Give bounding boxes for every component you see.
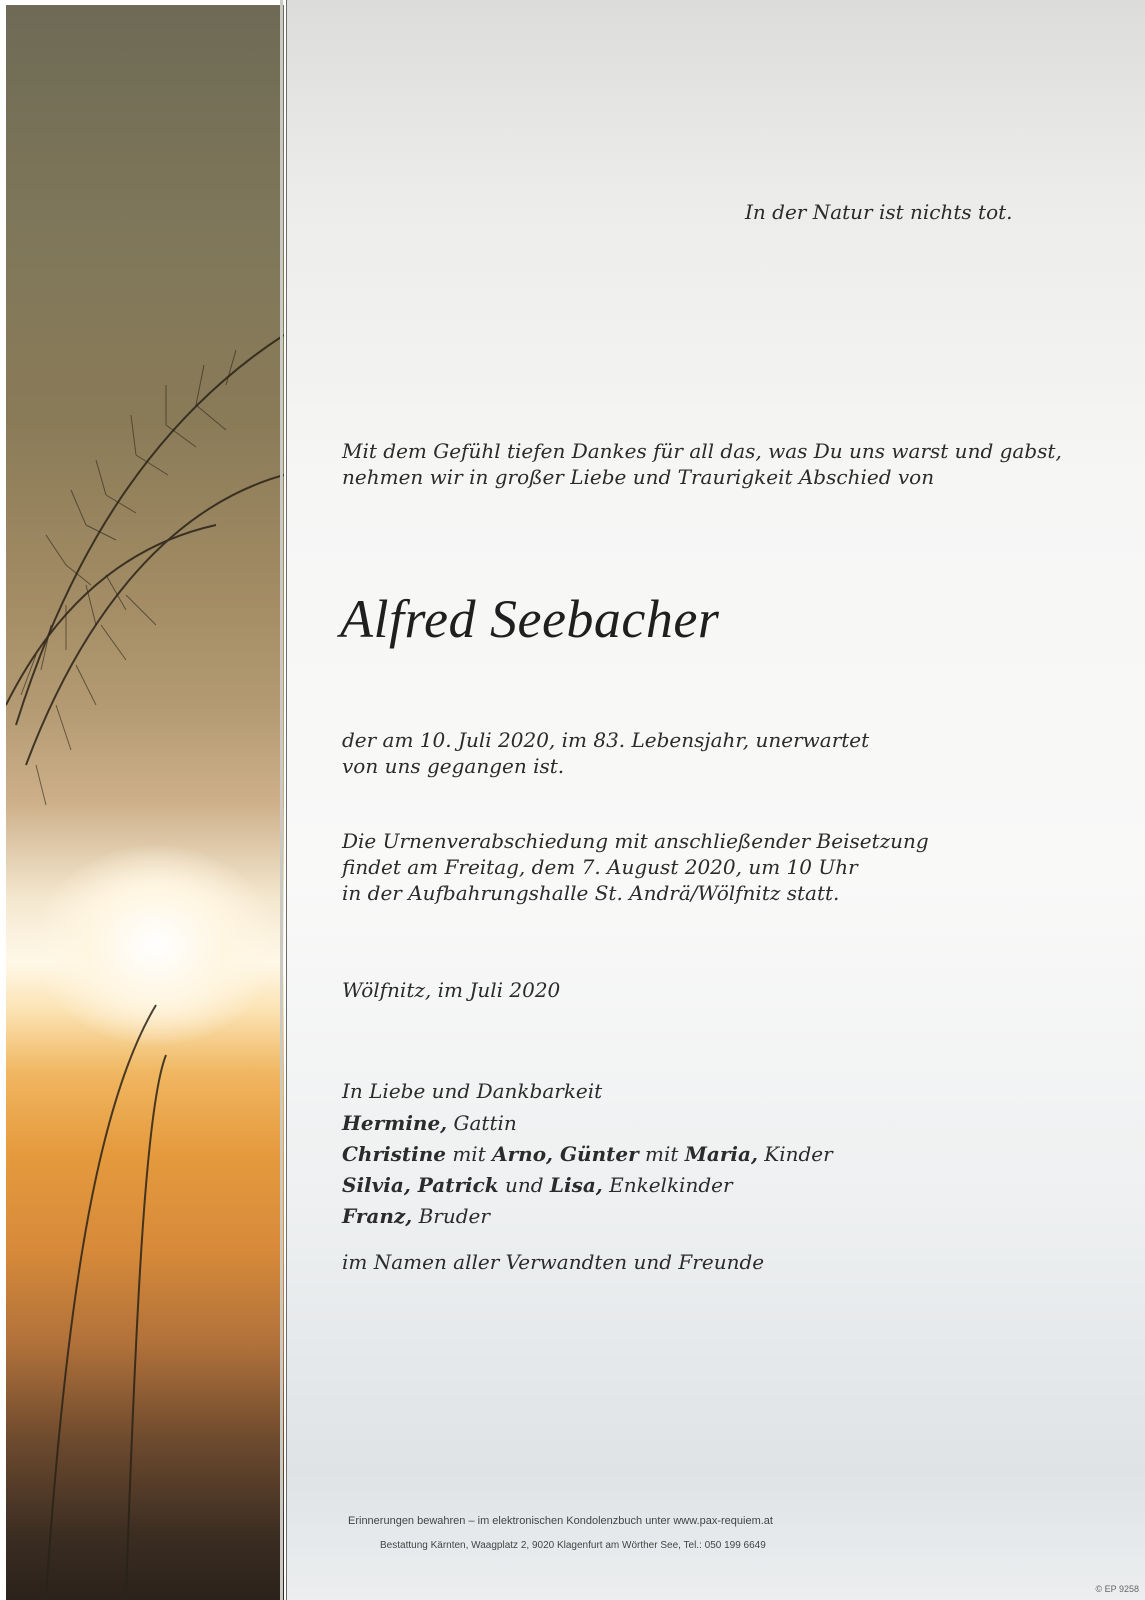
funeral-line: findet am Freitag, dem 7. August 2020, um 10 Uhr: [342, 855, 858, 879]
mourner-line: [342, 1111, 517, 1135]
funeral-details: [342, 828, 929, 906]
mourner-relation: mit: [445, 1142, 493, 1166]
intro-line: Mit dem Gefühl tiefen Dankes für all das, was Du uns warst und gabst,: [342, 439, 1062, 463]
footer-condolence-line: Erinnerungen bewahren – im elektronischen Kondolenzbuch unter www.pax-requiem.at: [348, 1515, 773, 1527]
mourner-name: Arno, Günter: [492, 1142, 639, 1166]
mourner-relation: Enkelkinder: [602, 1173, 733, 1197]
mourner-line: [342, 1173, 733, 1197]
mourner-name: Maria,: [684, 1142, 758, 1166]
copyright-mark: © EP 9258: [1095, 1584, 1139, 1594]
mourner-name: Silvia, Patrick: [342, 1173, 499, 1197]
motto: In der Natur ist nichts tot.: [745, 200, 1013, 224]
funeral-line: in der Aufbahrungshalle St. Andrä/Wölfnitz statt.: [342, 881, 840, 905]
mourner-name: Lisa,: [549, 1173, 603, 1197]
mourner-relation: und: [498, 1173, 550, 1197]
death-notice-line: der am 10. Juli 2020, im 83. Lebensjahr, unerwartet: [342, 728, 870, 752]
mourner-relation: mit: [638, 1142, 685, 1166]
death-notice: [342, 727, 869, 779]
sunset-grass-photo: [6, 5, 284, 1600]
intro-text: [342, 438, 1062, 490]
divider-light: [280, 0, 283, 1600]
mourner-relation: Gattin: [447, 1111, 517, 1135]
mourners-heading: In Liebe und Dankbarkeit: [342, 1079, 603, 1103]
intro-line: nehmen wir in großer Liebe und Traurigkeit Abschied von: [342, 465, 935, 489]
death-notice-line: von uns gegangen ist.: [342, 754, 565, 778]
mourner-line: [342, 1142, 833, 1166]
place-date: Wölfnitz, im Juli 2020: [342, 978, 561, 1002]
closing-line: im Namen aller Verwandten und Freunde: [342, 1250, 765, 1274]
mourner-relation: Kinder: [757, 1142, 833, 1166]
mourner-name: Christine: [342, 1142, 446, 1166]
grass-silhouette: [6, 5, 284, 1600]
mourner-relation: Bruder: [412, 1204, 490, 1228]
mourner-name: Franz,: [342, 1204, 413, 1228]
funeral-line: Die Urnenverabschiedung mit anschließender Beisetzung: [342, 829, 929, 853]
deceased-name: Alfred Seebacher: [340, 589, 720, 649]
mourner-name: Hermine,: [342, 1111, 448, 1135]
notice-background: [287, 0, 1145, 1600]
footer-address-line: Bestattung Kärnten, Waagplatz 2, 9020 Klagenfurt am Wörther See, Tel.: 050 199 6649: [380, 1540, 766, 1551]
mourner-line: [342, 1204, 490, 1228]
